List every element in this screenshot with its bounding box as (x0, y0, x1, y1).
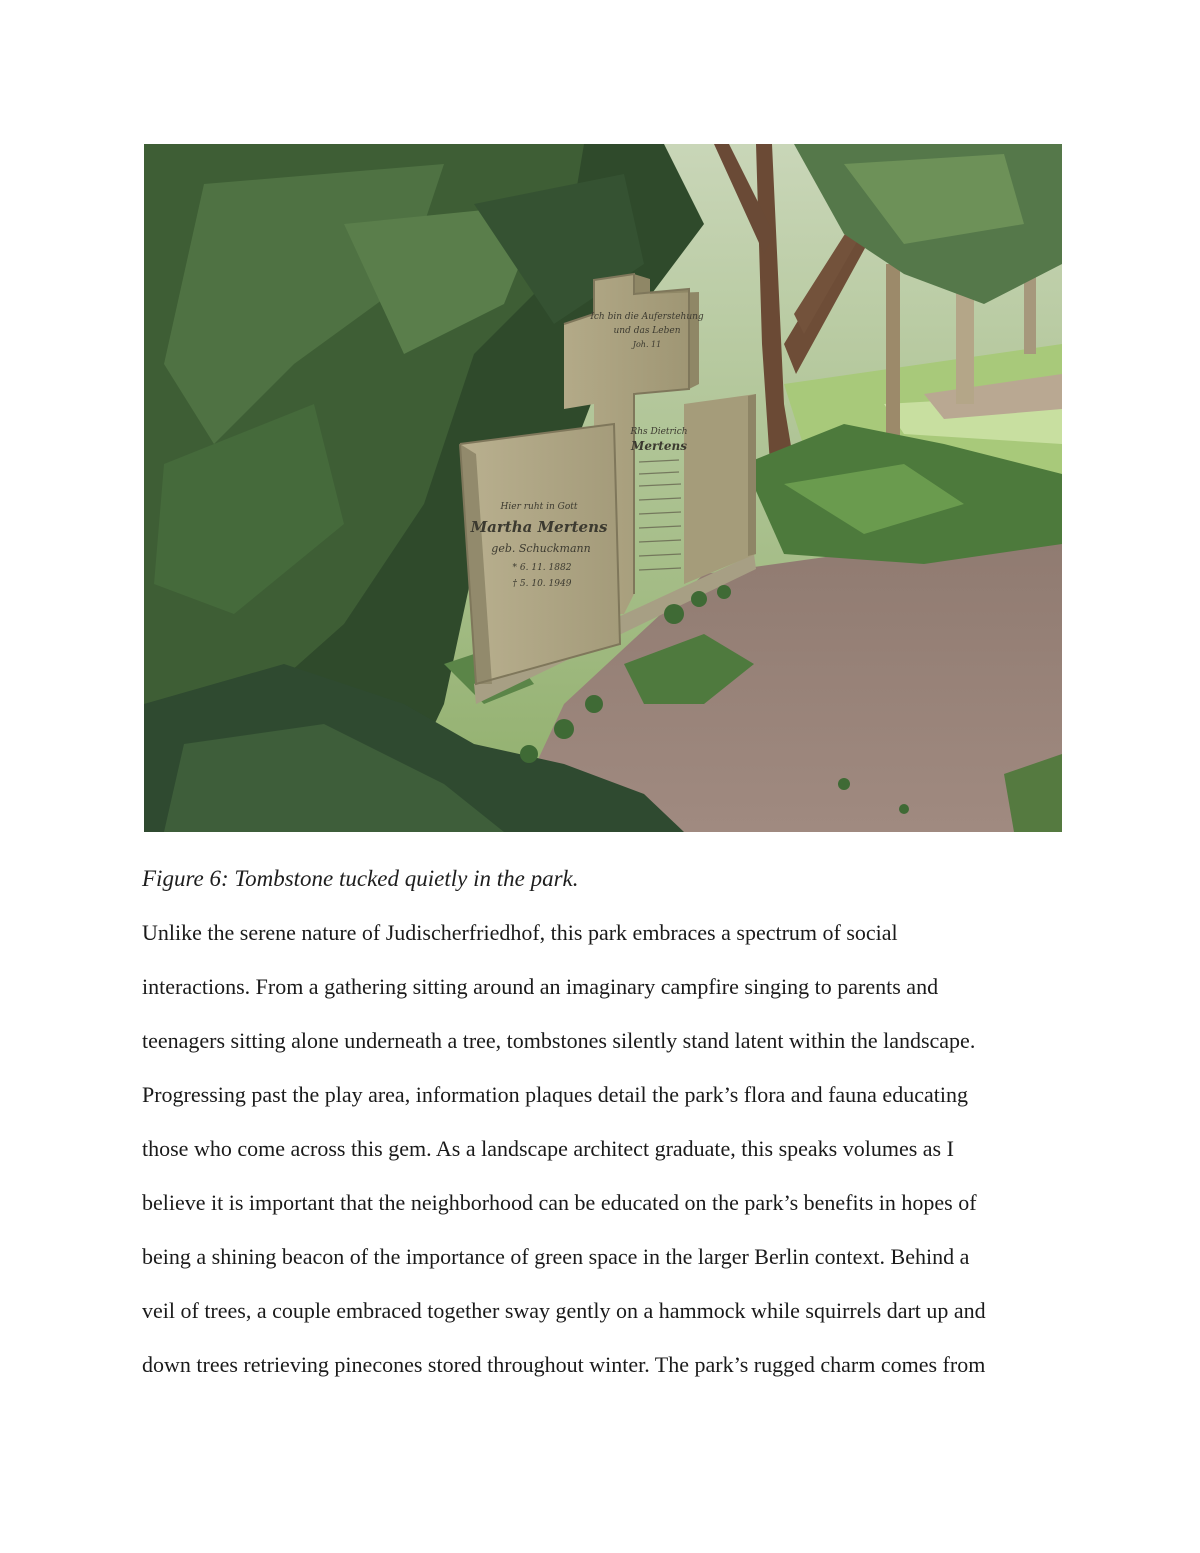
paragraph-line: being a shining beacon of the importance of green space in the larger Berlin context. Behind a (142, 1244, 970, 1269)
left-inscription-line-2: Martha Mertens (470, 518, 608, 536)
left-inscription-line-3: geb. Schuckmann (491, 542, 591, 555)
cross-inscription-line-2: und das Leben (613, 326, 681, 336)
left-inscription-line-4: * 6. 11. 1882 (512, 563, 572, 573)
paragraph-line: veil of trees, a couple embraced together sway gently on a hammock while squirrels dart up and (142, 1298, 986, 1323)
figure-caption: Figure 6: Tombstone tucked quietly in the park. (142, 866, 579, 891)
body-paragraph (142, 918, 1072, 1404)
cross-inscription-line-3: Joh. 11 (632, 340, 662, 349)
left-inscription-line-5: † 5. 10. 1949 (512, 579, 572, 589)
paragraph-line: interactions. From a gathering sitting around an imaginary campfire singing to parents and (142, 974, 939, 999)
paragraph-line: believe it is important that the neighborhood can be educated on the park’s benefits in hopes of (142, 1190, 977, 1215)
paragraph-line: down trees retrieving pinecones stored throughout winter. The park’s rugged charm comes from (142, 1352, 986, 1377)
cross-inscription-line-1: Ich bin die Auferstehung (590, 312, 704, 322)
paragraph-line: those who come across this gem. As a landscape architect graduate, this speaks volumes as I (142, 1136, 954, 1161)
tombstone-photo (144, 144, 1062, 832)
left-inscription-line-1: Hier ruht in Gott (500, 502, 578, 512)
tombstone-photo-illustration (144, 144, 1062, 832)
center-inscription-line-1: Rhs Dietrich (630, 427, 688, 437)
paragraph-line: Unlike the serene nature of Judischerfriedhof, this park embraces a spectrum of social (142, 920, 898, 945)
paragraph-line: Progressing past the play area, information plaques detail the park’s flora and fauna educating (142, 1082, 968, 1107)
paragraph-line: teenagers sitting alone underneath a tree, tombstones silently stand latent within the landscape. (142, 1028, 976, 1053)
center-inscription-line-2: Mertens (631, 439, 687, 453)
